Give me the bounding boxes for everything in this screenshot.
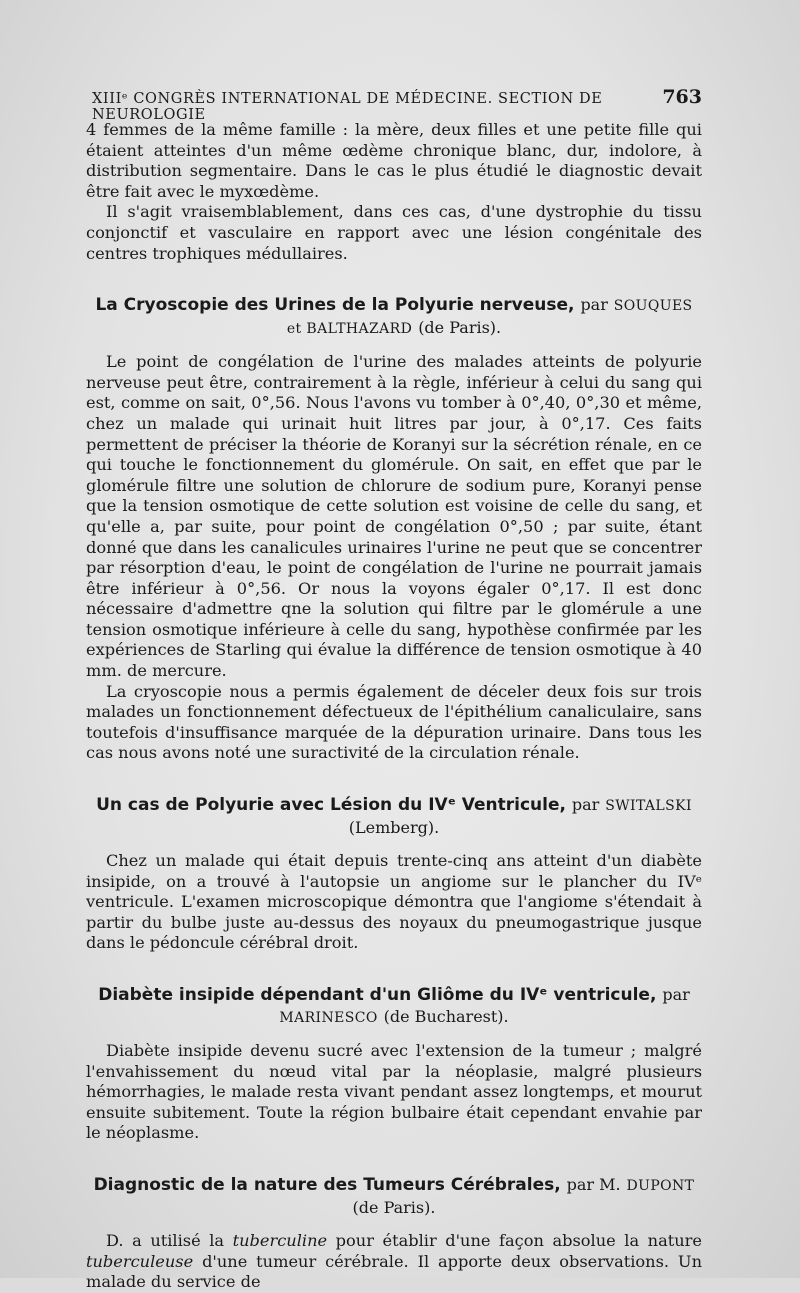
section-paragraph	[86, 1231, 702, 1293]
running-header	[92, 86, 702, 123]
section-affiliation: (de Paris).	[352, 1197, 436, 1217]
section-tumeurs-cerebrales	[86, 1174, 702, 1293]
section-paragraph: Le point de congélation de l'urine des malades atteints de polyurie nerveuse peut être, contrairement à la règle, inférieur à celui du sang qui est, comme on sait, 0°,56. Nous l'avons vu tomber à 0°,40, 0°,30 et même, chez un malade qui urinait huit litres par jour, à 0°,17. Ces faits permettent de préciser la théorie de Koranyi sur la sécrétion rénale, en ce qui touche le fonctionnement du glomérule. On sait, en effet que par le glomérule filtre une solution de chlorure de sodium pure, Koranyi pense que la tension osmotique de cette solution est voisine de celle du sang, et qu'elle a, par suite, pour point de congélation 0°,50 ; par suite, étant donné que dans les canalicules urinaires l'urine ne peut que se concentrer par résorption d'eau, le point de congélation de l'urine ne pourrait jamais être inférieur à 0°,56. Or nous la voyons égaler 0°,17. Il est donc nécessaire d'admettre qne la solution qui filtre par le glomérule a une tension osmotique inférieure à celle du sang, hypothèse confirmée par les expériences de Starling qui évalue la différence de tension osmotique à 40 mm. de mercure.	[86, 352, 702, 681]
intro-paragraph-1: 4 femmes de la même famille : la mère, deux filles et une petite fille qui étaient atteintes d'un même œdème chronique blanc, dur, indolore, à distribution segmentaire. Dans le cas le plus étudié le diagnostic devait être fait avec le myxœdème.	[86, 120, 702, 201]
section-author: SOUQUES et BALTHAZARD	[286, 298, 693, 338]
last-paragraph-tail: d'une tumeur cérébrale. Il apporte deux observations. Un malade du service de	[86, 1251, 702, 1292]
last-paragraph-lead: D. a utilisé la	[106, 1230, 225, 1250]
section-heading: La Cryoscopie des Urines de la Polyurie nerveuse,	[95, 295, 575, 316]
section-polyurie-lesion	[86, 794, 702, 954]
section-title	[86, 294, 702, 340]
page-number: 763	[662, 86, 702, 108]
running-title: XIIIᵉ CONGRÈS INTERNATIONAL DE MÉDECINE. SECTION DE NEUROLOGIE	[92, 91, 603, 123]
section-paragraph: Chez un malade qui était depuis trente-cinq ans atteint d'un diabète insipide, on a trouvé à l'autopsie un angiome sur le plancher du IVᵉ ventricule. L'examen microscopique démontra que l'angiome s'étendait à partir du bulbe juste au-dessus des noyaux du pneumogastrique jusque dans le pédoncule cérébral droit.	[86, 851, 702, 953]
page-body	[86, 120, 702, 1293]
section-title	[86, 1174, 702, 1219]
section-affiliation: (Lemberg).	[348, 818, 440, 838]
last-paragraph-mid: pour établir d'une façon absolue la nature	[335, 1230, 702, 1250]
section-author: DUPONT	[626, 1177, 695, 1194]
section-heading: Un cas de Polyurie avec Lésion du IVᵉ Ventricule,	[96, 795, 566, 816]
section-affiliation: (de Bucharest).	[383, 1007, 509, 1026]
section-by: par	[662, 985, 690, 1004]
section-by: par	[571, 795, 600, 815]
section-author: SWITALSKI	[605, 798, 692, 815]
section-diabete-gliome	[86, 984, 702, 1144]
section-by: par M.	[566, 1174, 621, 1194]
term-tuberculeuse: tuberculeuse	[86, 1251, 194, 1271]
intro-paragraph-2: Il s'agit vraisemblablement, dans ces cas, d'une dystrophie du tissu conjonctif et vasculaire en rapport avec une lésion congénitale des centres trophiques médullaires.	[86, 202, 702, 263]
section-title	[86, 794, 702, 839]
section-by: par	[580, 295, 608, 315]
section-cryoscopie	[86, 294, 702, 764]
section-heading: Diagnostic de la nature des Tumeurs Cérébrales,	[93, 1174, 561, 1195]
term-tuberculine: tuberculine	[232, 1230, 328, 1250]
section-paragraph: La cryoscopie nous a permis également de déceler deux fois sur trois malades un fonctionnement défectueux de l'épithélium canaliculaire, sans toutefois d'insuffisance marquée de la dépuration urinaire. Dans tous les cas nous avons noté une suractivité de la circulation rénale.	[86, 681, 702, 763]
section-paragraph: Diabète insipide devenu sucré avec l'extension de la tumeur ; malgré l'envahissement du nœud vital par la néoplasie, malgré plusieurs hémorrhagies, le malade resta vivant pendant assez longtemps, et mourut ensuite subitement. Toute la région bulbaire était cependant envahie par le néoplasme.	[86, 1041, 702, 1143]
section-author: MARINESCO	[279, 1010, 378, 1026]
section-affiliation: (de Paris).	[418, 318, 502, 338]
section-heading: Diabète insipide dépendant d'un Gliôme du IVᵉ ventricule,	[98, 985, 657, 1005]
section-title	[86, 984, 702, 1029]
